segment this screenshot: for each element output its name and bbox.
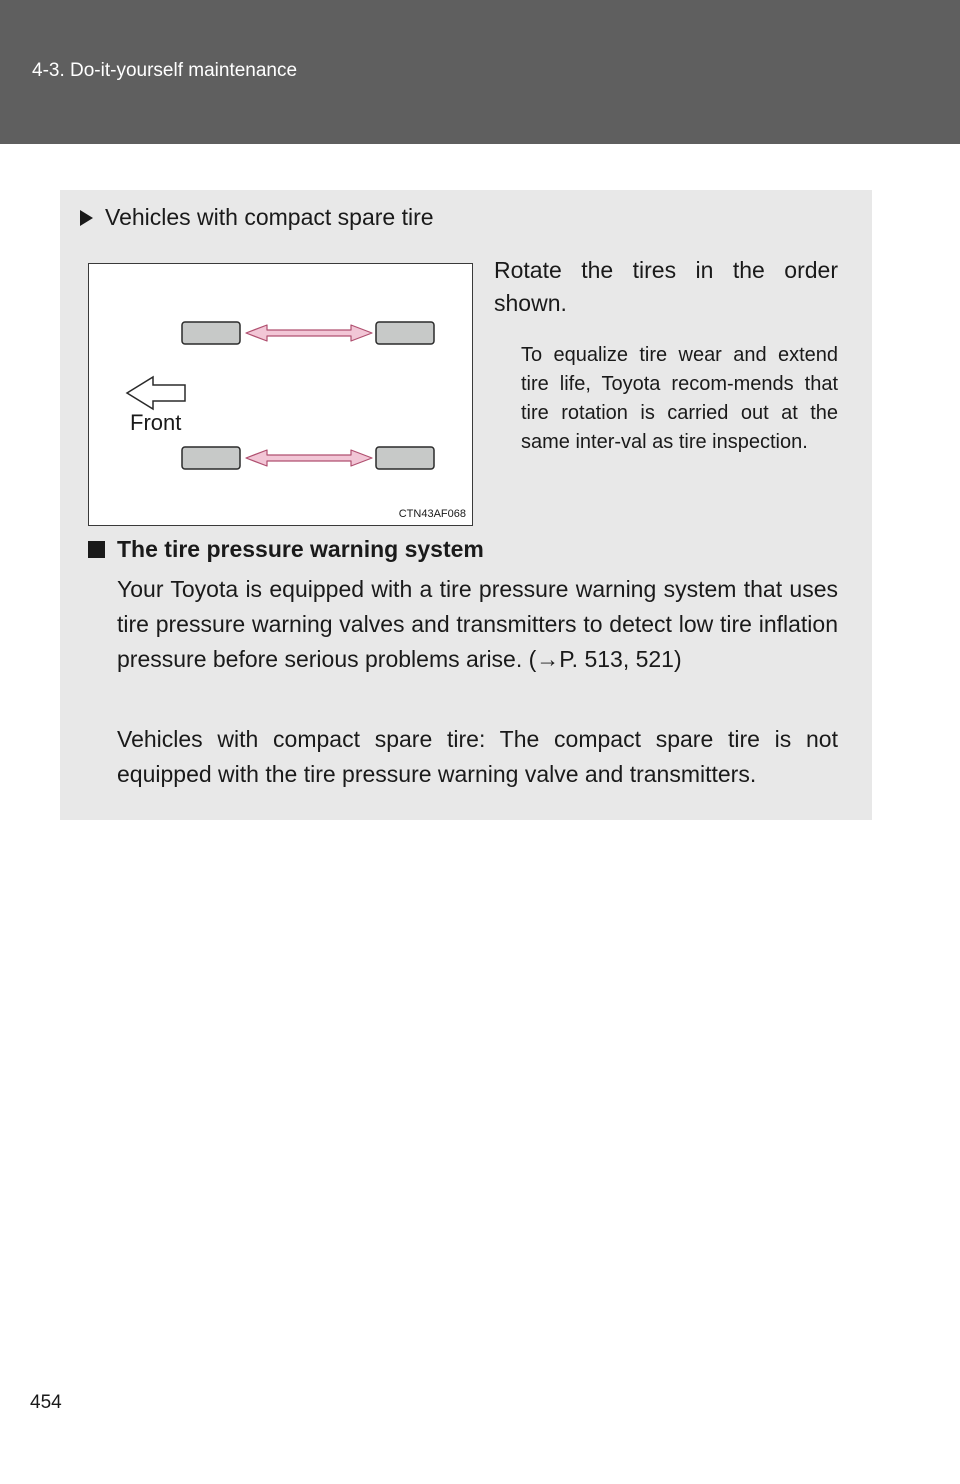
subheading-compact-spare bbox=[80, 204, 434, 231]
subheading-text: Vehicles with compact spare tire bbox=[105, 204, 434, 230]
tire-front-left bbox=[182, 322, 240, 344]
square-bullet-icon bbox=[88, 541, 105, 558]
heading-tpws bbox=[88, 536, 484, 563]
tpws-paragraph-1: Your Toyota is equipped with a tire pressure warning system that uses tire pressure warning valves and transmitters to detect low tire inflation pressure before serious problems arise. (→P. 513, 521) bbox=[117, 576, 838, 672]
tire-rotation-diagram bbox=[89, 264, 472, 525]
section-title: 4-3. Do-it-yourself maintenance bbox=[32, 60, 298, 81]
front-label: Front bbox=[130, 410, 182, 435]
tire-front-right bbox=[182, 447, 240, 469]
tire-rear-left bbox=[376, 322, 434, 344]
rotation-note: To equalize tire wear and extend tire life, Toyota recom-mends that tire rotation is carried out at the same inter-val as tire inspection. bbox=[521, 344, 838, 453]
triangle-bullet-icon bbox=[80, 210, 93, 226]
tire-rear-right bbox=[376, 447, 434, 469]
heading-tpws-text: The tire pressure warning system bbox=[117, 536, 484, 562]
rotation-instruction: Rotate the tires in the order shown. bbox=[494, 257, 838, 316]
header-band bbox=[0, 0, 960, 144]
figure-code: CTN43AF068 bbox=[398, 508, 466, 520]
tpws-paragraph-2: Vehicles with compact spare tire: The compact spare tire is not equipped with the tire pressure warning valve and transmitters. bbox=[117, 726, 838, 787]
tire-rotation-figure bbox=[88, 263, 473, 526]
rotation-arrow-top bbox=[246, 325, 372, 341]
page-number: 454 bbox=[30, 1392, 62, 1413]
front-direction-arrow-icon bbox=[127, 377, 185, 409]
rotation-arrow-bottom bbox=[246, 450, 372, 466]
